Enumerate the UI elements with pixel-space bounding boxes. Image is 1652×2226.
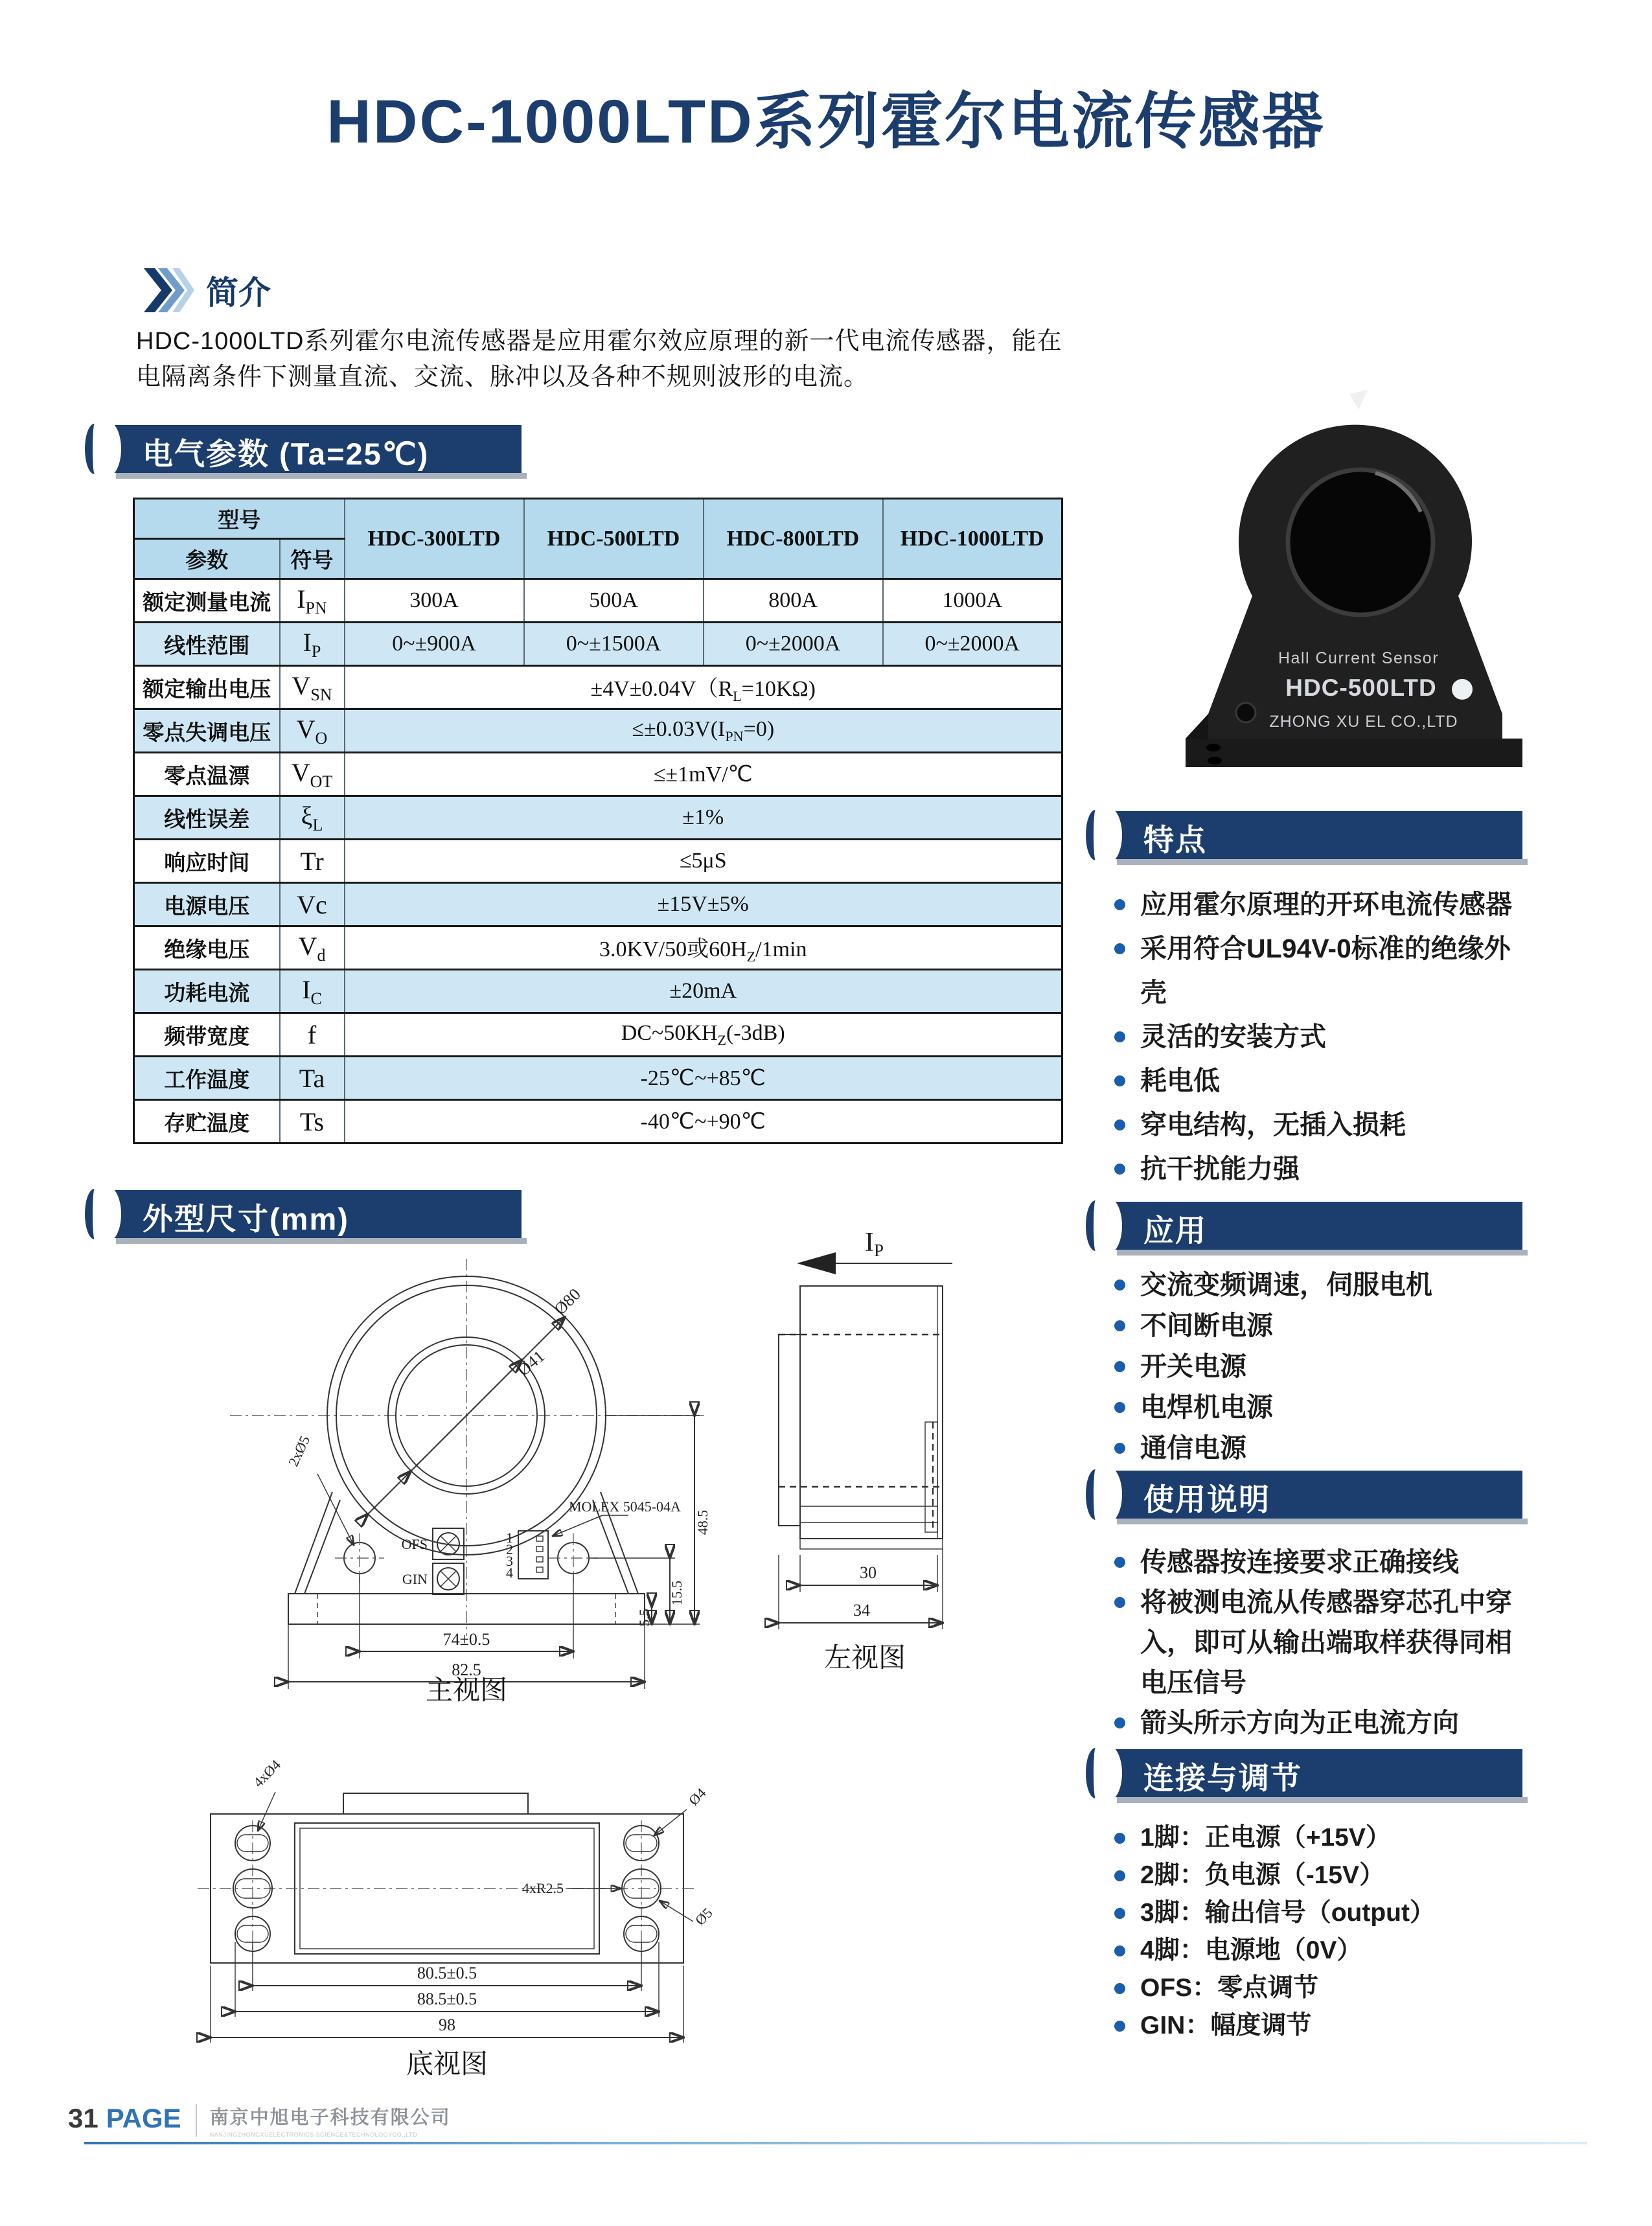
table-row: 零点失调电压 $V_O$ $\le\pm 0.03V(I_{PN}=0)$ (134, 709, 1062, 753)
table-row: 存贮温度 Ts -40℃~+90℃ (134, 1100, 1062, 1143)
page-title: HDC-1000LTD系列霍尔电流传感器 (327, 87, 1325, 156)
bullet-icon (1114, 1908, 1125, 1919)
dim-height-total: 48.5 (694, 1509, 711, 1535)
banner-shadow (1117, 1250, 1528, 1256)
footer-rule (84, 2142, 1587, 2144)
table-header-row (134, 499, 1062, 539)
bullet-icon (1114, 1119, 1125, 1130)
section-banner-usage (1108, 1471, 1522, 1519)
banner-shadow (116, 473, 527, 479)
connection-list (1109, 1819, 1550, 2045)
bullet-icon (1114, 2021, 1125, 2032)
label-connector: MOLEX 5045-04A (569, 1498, 681, 1515)
footer (68, 2103, 451, 2138)
front-view-caption: 主视图 (425, 1675, 508, 1705)
section-banner-electrical (107, 425, 522, 473)
table-row: 频带宽度 f $DC\sim 50KH_Z(-3dB)$ (134, 1013, 1062, 1057)
chevrons-icon (144, 267, 194, 314)
table-row: 响应时间 Tr ≤5μS (134, 840, 1062, 883)
table-row: 功耗电流 $I_C$ ±20mA (134, 970, 1062, 1013)
model-header: HDC-800LTD (704, 499, 883, 579)
pin-number: 2 (506, 1541, 513, 1557)
spec-table (133, 498, 1063, 1144)
dim-outer-diameter: Ø80 (550, 1285, 584, 1319)
intro-heading-label: 简介 (206, 275, 271, 311)
section-title-dimensions: 外型尺寸(mm) (143, 1202, 349, 1236)
bullet-icon (1114, 1870, 1125, 1881)
section-banner-features (1108, 811, 1522, 859)
banner-shadow (1117, 859, 1528, 865)
bullet-icon (1114, 1597, 1125, 1608)
corner-symbol: 符号 (280, 539, 345, 579)
label-ip: IP (865, 1228, 884, 1260)
section-title-usage: 使用说明 (1143, 1482, 1270, 1517)
bullet-icon (1114, 1557, 1125, 1568)
section-title-connection: 连接与调节 (1143, 1761, 1302, 1795)
table-row: 额定输出电压 $V_{SN}$ $\pm 4V\pm 0.04V(R_L=10K\Omega)$ (134, 666, 1062, 709)
bullet-icon (1114, 899, 1125, 910)
bottom-view-drawing (175, 1756, 719, 2082)
bullet-icon (1114, 1717, 1125, 1728)
list-item: 耗电低 (1109, 1059, 1537, 1103)
section-title-applications: 应用 (1143, 1213, 1207, 1248)
dim-w2: 88.5±0.5 (417, 1990, 477, 2008)
dim-slot-holes: 4xØ4 (249, 1756, 284, 1791)
section-title-features: 特点 (1143, 823, 1207, 857)
usage-list (1109, 1542, 1514, 1743)
corner-param: 参数 (134, 539, 280, 579)
list-item: 将被测电流从传感器穿芯孔中穿入，即可从输出端取样获得同相电压信号 (1109, 1582, 1514, 1703)
dim-hole-spacing: 74±0.5 (442, 1630, 490, 1649)
pin-number: 1 (506, 1530, 513, 1546)
section-title-electrical: 电气参数 (Ta=25℃) (143, 437, 430, 471)
list-item: 通信电源 (1109, 1428, 1550, 1469)
banner-shadow (1117, 1519, 1528, 1524)
bullet-icon (1114, 1443, 1125, 1454)
page-label: PAGE (106, 2103, 181, 2133)
bullet-icon (1114, 1320, 1125, 1331)
dim-radius: 4xR2.5 (522, 1880, 564, 1896)
features-list (1109, 882, 1537, 1191)
table-row: 绝缘电压 $V_d$ 3.0KV/50或$60H_Z/1\min$ (134, 926, 1062, 970)
intro-paragraph: HDC-1000LTD系列霍尔电流传感器是应用霍尔效应原理的新一代电流传感器，能在电隔离条件下测量直流、交流、脉冲以及各种不规则波形的电流。 (136, 328, 1062, 391)
dim-width-inner: 30 (860, 1563, 877, 1582)
bullet-icon (1114, 1279, 1125, 1291)
list-item: 1脚：正电源（+15V） (1109, 1819, 1550, 1857)
banner-shadow (116, 1238, 527, 1244)
model-header: HDC-300LTD (345, 499, 524, 579)
label-gin: GIN (402, 1571, 428, 1587)
list-item: 穿电结构，无插入损耗 (1109, 1103, 1537, 1147)
mount-hole-left (1236, 703, 1256, 722)
company-name: 南京中旭电子科技有限公司 (209, 2107, 451, 2128)
section-banner-dimensions (107, 1190, 522, 1238)
dim-hole-height: 15.5 (669, 1580, 685, 1606)
list-item: 开关电源 (1109, 1346, 1550, 1387)
dim-d4: Ø4 (685, 1784, 709, 1809)
list-item: 电焊机电源 (1109, 1387, 1550, 1428)
list-item: 箭头所示方向为正电流方向 (1109, 1703, 1514, 1743)
dim-w3: 98 (439, 2015, 455, 2034)
banner-shadow (1117, 1797, 1528, 1803)
bottom-view-caption: 底视图 (406, 2048, 488, 2079)
product-label-type: Hall Current Sensor (1278, 649, 1440, 667)
product-label-company: ZHONG XU EL CO.,LTD (1269, 713, 1458, 731)
front-view-drawing (214, 1254, 719, 1707)
intro-heading (144, 267, 271, 314)
bullet-icon (1114, 1833, 1125, 1844)
applications-list (1109, 1265, 1550, 1469)
dim-base-height: 5.5 (636, 1609, 652, 1627)
list-item: OFS：零点调节 (1109, 1969, 1550, 2007)
left-view-drawing (739, 1228, 998, 1681)
model-header: HDC-500LTD (524, 499, 704, 579)
bullet-icon (1114, 1983, 1125, 1994)
section-banner-connection (1108, 1749, 1522, 1797)
dim-width-outer: 34 (853, 1601, 870, 1620)
list-item: 采用符合UL94V-0标准的绝缘外壳 (1109, 926, 1537, 1015)
section-banner-applications (1108, 1202, 1522, 1250)
list-item: 交流变频调速，伺服电机 (1109, 1265, 1550, 1305)
label-ofs: OFS (401, 1536, 428, 1552)
bullet-icon (1114, 1402, 1125, 1413)
list-item: 灵活的安装方式 (1109, 1015, 1537, 1059)
list-item: 3脚：输出信号（output） (1109, 1894, 1550, 1932)
dim-base-width: 82.5 (452, 1660, 481, 1679)
pin-number: 4 (506, 1565, 513, 1581)
bullet-icon (1114, 943, 1125, 954)
list-item: 4脚：电源地（0V） (1109, 1932, 1550, 1969)
list-item: 2脚：负电源（-15V） (1109, 1857, 1550, 1894)
product-label-model: HDC-500LTD (1285, 674, 1437, 701)
bullet-icon (1114, 1075, 1125, 1086)
list-item: 应用霍尔原理的开环电流传感器 (1109, 882, 1537, 926)
product-photo (1169, 390, 1542, 767)
table-row: 线性误差 $\xi_L$ ±1% (134, 796, 1062, 840)
table-row: 线性范围 $I_P$ 0~±900A 0~±1500A 0~±2000A 0~±2000A (134, 623, 1062, 666)
dim-w1: 80.5±0.5 (417, 1964, 477, 1982)
table-row: 额定测量电流 $I_{PN}$ 300A 500A 800A 1000A (134, 579, 1062, 623)
bullet-icon (1114, 1361, 1125, 1372)
list-item: 传感器按连接要求正确接线 (1109, 1542, 1514, 1582)
table-row: 电源电压 Vc ±15V±5% (134, 883, 1062, 926)
list-item: 不间断电源 (1109, 1305, 1550, 1346)
corner-model: 型号 (134, 499, 345, 539)
dim-mount-holes: 2xØ5 (284, 1433, 314, 1469)
left-view-caption: 左视图 (823, 1642, 906, 1673)
bullet-icon (1114, 1945, 1125, 1956)
pin-number: 3 (506, 1553, 513, 1569)
list-item: 抗干扰能力强 (1109, 1147, 1537, 1191)
dim-d5: Ø5 (691, 1904, 716, 1929)
bullet-icon (1114, 1031, 1125, 1042)
mount-hole-right (1452, 679, 1473, 700)
footer-divider (196, 2104, 197, 2137)
page-number: 31 (68, 2103, 98, 2133)
list-item: GIN：幅度调节 (1109, 2007, 1550, 2045)
table-row: 工作温度 Ta -25℃~+85℃ (134, 1057, 1062, 1100)
table-row: 零点温漂 $V_{OT}$ ≤±1mV/℃ (134, 753, 1062, 796)
bullet-icon (1114, 1164, 1125, 1175)
company-name-en: NANJINGZHONGXUELECTRONICS SCIENCE&TECHNOLOGYCO.,LTD (209, 2131, 418, 2138)
model-header: HDC-1000LTD (883, 499, 1062, 579)
dim-inner-diameter: Ø41 (514, 1346, 549, 1380)
